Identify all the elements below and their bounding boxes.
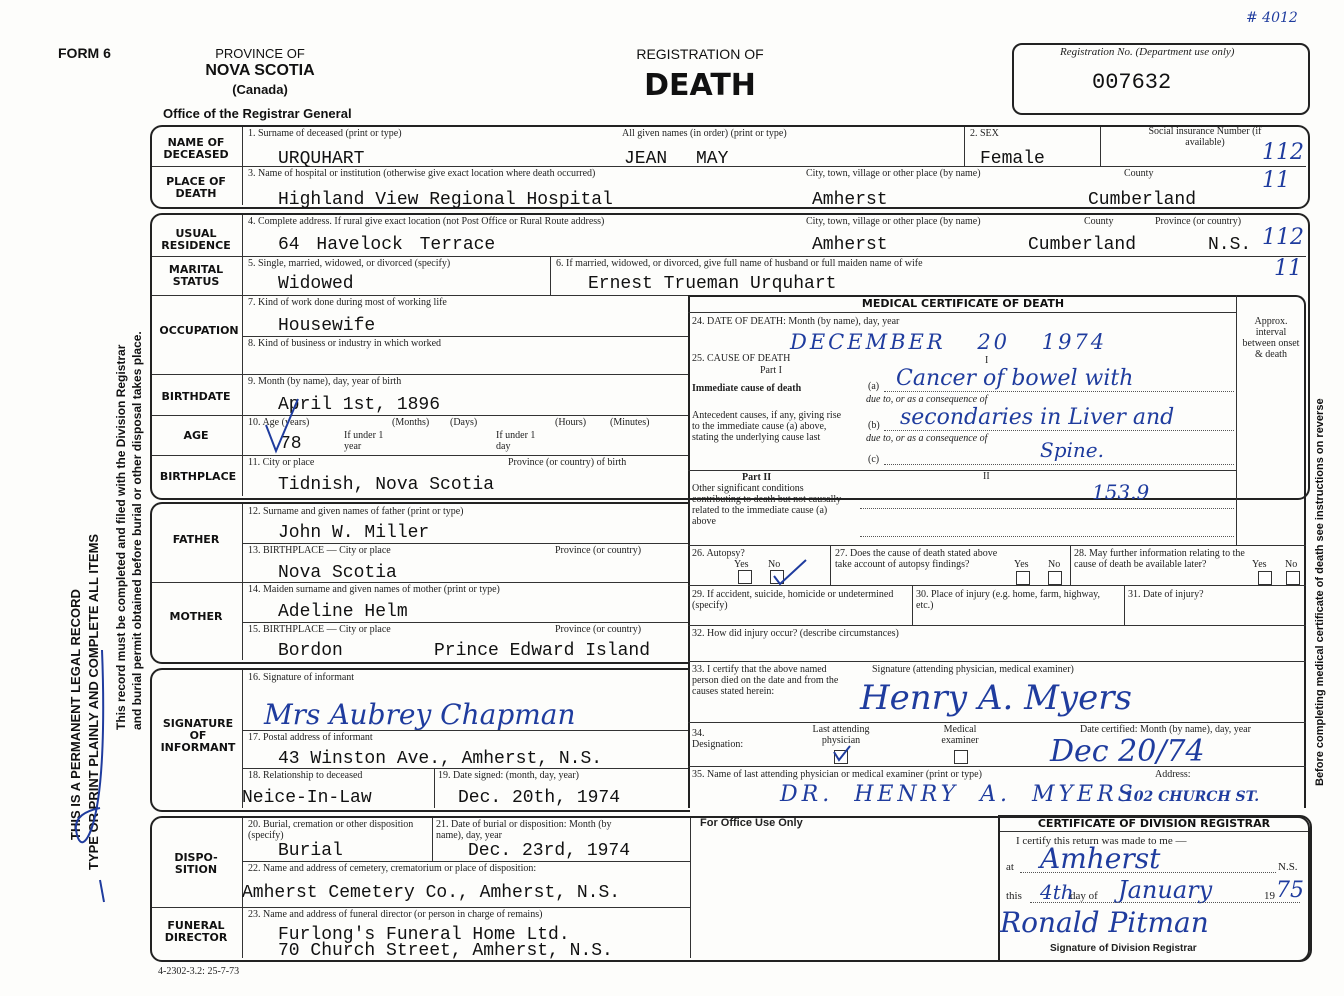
value-res-city: Amherst bbox=[812, 235, 888, 255]
label-due-to-1: due to, or as a consequence of bbox=[866, 394, 988, 405]
medical-certificate-title: MEDICAL CERTIFICATE OF DEATH bbox=[861, 297, 1065, 310]
label-i-certify: 33. I certify that the above named person died on the date and from the causes stated herein: bbox=[692, 664, 839, 697]
label-accident-type: 29. If accident, suicide, homicide or undetermined (specify) bbox=[692, 589, 894, 611]
label-birth-city: 11. City or place bbox=[248, 457, 315, 468]
value-disposition: Burial bbox=[278, 841, 343, 861]
section-name-of-deceased: NAME OF DECEASED bbox=[163, 136, 229, 161]
label-at: at bbox=[1006, 861, 1014, 873]
label-autopsy-findings: 27. Does the cause of death stated above take account of autopsy findings? bbox=[835, 548, 998, 570]
section-mother: MOTHER bbox=[169, 610, 223, 623]
section-signature-of-informant: SIGNATURE OF INFORMANT bbox=[160, 717, 236, 754]
left-margin-signature-mark bbox=[70, 640, 120, 920]
label-age-hours: (Hours) bbox=[555, 417, 587, 428]
section-occupation: OCCUPATION bbox=[159, 324, 239, 337]
corner-note: # 4012 bbox=[1246, 10, 1298, 26]
value-date-of-death: DECEMBER 20 1974 bbox=[790, 330, 1108, 354]
value-hospital: Highland View Regional Hospital bbox=[278, 190, 613, 210]
label-medical-examiner: Medical examiner bbox=[941, 724, 979, 746]
label-immediate-cause: Immediate cause of death bbox=[692, 383, 802, 394]
label-other-conditions: Other significant conditions contributing to death but not causally related to the immediate cause (a) above bbox=[692, 483, 842, 527]
registration-number: 007632 bbox=[1092, 70, 1172, 95]
value-res-county: Cumberland bbox=[1028, 235, 1137, 255]
label-ns: N.S. bbox=[1278, 861, 1298, 873]
label-relationship: 18. Relationship to deceased bbox=[248, 770, 363, 781]
side-text-medical-instructions: Before completing medical certificate of death see instructions on reverse bbox=[1314, 398, 1326, 786]
label-cemetery: 22. Name and address of cemetery, crematorium or place of disposition: bbox=[248, 863, 537, 874]
label-physician-address: Address: bbox=[1155, 769, 1191, 780]
value-given-names: JEAN MAY bbox=[624, 149, 729, 169]
label-this: this bbox=[1006, 890, 1022, 902]
medical-examiner-checkbox[interactable] bbox=[954, 750, 968, 764]
label-informant-address: 17. Postal address of informant bbox=[248, 732, 373, 743]
label-sex: 2. SEX bbox=[970, 128, 999, 139]
value-informant-signature: Mrs Aubrey Chapman bbox=[264, 698, 576, 731]
section-age: AGE bbox=[183, 429, 209, 442]
value-birthplace: Tidnish, Nova Scotia bbox=[278, 475, 495, 495]
value-mark-11a: 11 bbox=[1262, 168, 1290, 193]
form-number: FORM 6 bbox=[58, 45, 111, 61]
label-death-city: City, town, village or other place (by name) bbox=[806, 168, 981, 179]
label-cause-a: (a) bbox=[868, 381, 880, 392]
value-mark-112: 112 bbox=[1262, 225, 1304, 250]
label-age-months: (Months) bbox=[392, 417, 430, 428]
label-father-birthplace: 13. BIRTHPLACE — City or place bbox=[248, 545, 391, 556]
label-designation: 34. Designation: bbox=[692, 728, 744, 750]
label-under-1-day: If under 1 day bbox=[496, 430, 536, 452]
label-father-province: Province (or country) bbox=[555, 545, 642, 556]
label-cause-b: (b) bbox=[868, 420, 880, 431]
findings-no-checkbox[interactable] bbox=[1048, 571, 1062, 585]
value-funeral-line-1: Furlong's Funeral Home Ltd. bbox=[278, 925, 570, 945]
label-certify-return: I certify this return was made to me — bbox=[1016, 835, 1187, 847]
office-registrar: Office of the Registrar General bbox=[163, 106, 352, 121]
label-res-county: County bbox=[1084, 216, 1114, 227]
label-findings-yes: Yes bbox=[1014, 559, 1029, 570]
label-date-of-death: 24. DATE OF DEATH: Month (by name), day, year bbox=[692, 316, 900, 327]
value-mother-birthplace-province: Prince Edward Island bbox=[434, 641, 651, 661]
value-age: 78 bbox=[280, 434, 302, 454]
section-marital-status: MARITAL STATUS bbox=[168, 263, 224, 288]
label-findings-no: No bbox=[1048, 559, 1061, 570]
label-interval: Approx. interval between onset & death bbox=[1242, 316, 1300, 360]
label-disposition: 20. Burial, cremation or other disposition (specify) bbox=[248, 819, 414, 841]
label-surname: 1. Surname of deceased (print or type) bbox=[248, 128, 402, 139]
value-physician-name: DR. HENRY A. MYERS bbox=[780, 782, 1137, 807]
label-sin: Social insurance Number (if available) bbox=[1148, 126, 1262, 148]
label-funeral-director: 23. Name and address of funeral director (or person in charge of remains) bbox=[248, 909, 543, 920]
value-cause-b: secondaries in Liver and bbox=[900, 405, 1175, 430]
value-physician-signature: Henry A. Myers bbox=[860, 678, 1132, 718]
value-occupation: Housewife bbox=[278, 316, 376, 336]
value-mark-11b: 11 bbox=[1274, 256, 1302, 281]
label-office-use: For Office Use Only bbox=[700, 817, 803, 829]
value-relationship: Neice-In-Law bbox=[242, 788, 372, 808]
label-due-to-2: due to, or as a consequence of bbox=[866, 433, 988, 444]
label-birth-province: Province (or country) of birth bbox=[508, 457, 627, 468]
value-registered-at: Amherst bbox=[1040, 842, 1161, 875]
label-age-minutes: (Minutes) bbox=[610, 417, 650, 428]
label-part-2: Part II bbox=[742, 472, 772, 483]
side-text-permanent-record: THIS IS A PERMANENT LEGAL RECORD bbox=[68, 589, 83, 840]
label-res-province: Province (or country) bbox=[1155, 216, 1242, 227]
form-code: 4-2302-3.2: 25-7-73 bbox=[158, 966, 240, 977]
label-date-of-injury: 31. Date of injury? bbox=[1128, 589, 1204, 600]
label-spouse: 6. If married, widowed, or divorced, give full name of husband or full maiden name of wife bbox=[556, 258, 923, 269]
label-roman-1: I bbox=[985, 355, 989, 366]
value-death-county: Cumberland bbox=[1088, 190, 1197, 210]
label-age-years: 10. Age (years) bbox=[248, 417, 310, 428]
value-date-signed: Dec. 20th, 1974 bbox=[458, 788, 621, 808]
division-registrar-title: CERTIFICATE OF DIVISION REGISTRAR bbox=[1037, 817, 1271, 830]
value-burial-date: Dec. 23rd, 1974 bbox=[468, 841, 631, 861]
label-further-no: No bbox=[1285, 559, 1298, 570]
province-line-2: NOVA SCOTIA bbox=[205, 62, 315, 79]
label-age-days: (Days) bbox=[450, 417, 478, 428]
label-industry: 8. Kind of business or industry in which worked bbox=[248, 338, 442, 349]
label-burial-date: 21. Date of burial or disposition: Month (by name), day, year bbox=[436, 819, 612, 841]
title-death: DEATH bbox=[644, 68, 756, 103]
title-registration: REGISTRATION OF bbox=[636, 46, 764, 62]
value-birthdate: April 1st, 1896 bbox=[278, 395, 441, 415]
label-under-1-year: If under 1 year bbox=[344, 430, 384, 452]
section-father: FATHER bbox=[172, 533, 220, 546]
label-last-attending: Last attending physician bbox=[812, 724, 870, 746]
value-cause-a: Cancer of bowel with bbox=[896, 366, 1134, 391]
label-autopsy-no: No bbox=[768, 559, 781, 570]
label-physician-name: 35. Name of last attending physician or medical examiner (print or type) bbox=[692, 769, 982, 780]
label-res-city: City, town, village or other place (by name) bbox=[806, 216, 981, 227]
label-part-1: Part I bbox=[760, 365, 782, 376]
label-address: 4. Complete address. If rural give exact location (not Post Office or Rural Route address) bbox=[248, 216, 605, 227]
value-address: 64 Havelock Terrace bbox=[278, 235, 496, 255]
label-cause-of-death: 25. CAUSE OF DEATH bbox=[692, 353, 791, 364]
value-registrar-signature: Ronald Pitman bbox=[1000, 906, 1209, 939]
label-given-names: All given names (in order) (print or type) bbox=[622, 128, 787, 139]
label-informant-signature: 16. Signature of informant bbox=[248, 672, 355, 683]
label-registrar-signature: Signature of Division Registrar bbox=[1050, 943, 1197, 954]
label-autopsy: 26. Autopsy? bbox=[692, 548, 745, 559]
side-text-type-or-print: TYPE OR PRINT PLAINLY AND COMPLETE ALL ITEMS bbox=[86, 533, 101, 870]
value-father-birthplace: Nova Scotia bbox=[278, 563, 397, 583]
label-hospital: 3. Name of hospital or institution (otherwise give exact location where death occurred) bbox=[248, 168, 596, 179]
value-surname: URQUHART bbox=[278, 149, 365, 169]
value-death-city: Amherst bbox=[812, 190, 888, 210]
value-mother-birthplace-city: Bordon bbox=[278, 641, 343, 661]
findings-yes-checkbox[interactable] bbox=[1016, 571, 1030, 585]
value-sin-mark: 112 bbox=[1262, 140, 1304, 165]
value-code: 153.9 bbox=[1092, 480, 1150, 504]
label-mother-name: 14. Maiden surname and given names of mother (print or type) bbox=[248, 584, 500, 595]
value-informant-address: 43 Winston Ave., Amherst, N.S. bbox=[278, 749, 603, 769]
section-usual-residence: USUAL RESIDENCE bbox=[161, 227, 231, 252]
label-father-name: 12. Surname and given names of father (print or type) bbox=[248, 506, 464, 517]
label-autopsy-yes: Yes bbox=[734, 559, 749, 570]
label-mother-birthplace: 15. BIRTHPLACE — City or place bbox=[248, 624, 391, 635]
value-cause-c: Spine. bbox=[1040, 438, 1104, 462]
value-registered-year: 75 bbox=[1276, 878, 1304, 903]
label-mother-province: Province (or country) bbox=[555, 624, 642, 635]
value-sex: Female bbox=[980, 149, 1045, 169]
label-further-yes: Yes bbox=[1252, 559, 1267, 570]
value-funeral-line-2: 70 Church Street, Amherst, N.S. bbox=[278, 941, 613, 961]
label-birthdate: 9. Month (by name), day, year of birth bbox=[248, 376, 402, 387]
age-check-mark bbox=[262, 395, 302, 455]
registration-number-label: Registration No. (Department use only) bbox=[1060, 46, 1235, 58]
province-line-3: (Canada) bbox=[232, 82, 288, 97]
section-birthplace: BIRTHPLACE bbox=[159, 470, 237, 483]
label-place-of-injury: 30. Place of injury (e.g. home, farm, highway, etc.) bbox=[916, 589, 1101, 611]
label-roman-2: II bbox=[983, 471, 990, 482]
label-physician-signature: Signature (attending physician, medical examiner) bbox=[872, 664, 1074, 675]
further-yes-checkbox[interactable] bbox=[1258, 571, 1272, 585]
value-date-certified: Dec 20/74 bbox=[1050, 734, 1205, 769]
label-year-prefix: 19 bbox=[1264, 890, 1275, 902]
province-line-1: PROVINCE OF bbox=[215, 46, 305, 61]
value-registered-day: 4th bbox=[1040, 880, 1074, 904]
label-further-info: 28. May further information relating to the cause of death be available later? bbox=[1074, 548, 1245, 570]
section-birthdate: BIRTHDATE bbox=[161, 390, 231, 403]
value-registered-month: January bbox=[1118, 876, 1213, 904]
label-kind-of-work: 7. Kind of work done during most of working life bbox=[248, 297, 447, 308]
value-father: John W. Miller bbox=[278, 523, 430, 543]
autopsy-no-check-mark bbox=[770, 558, 810, 586]
section-place-of-death: PLACE OF DEATH bbox=[166, 175, 226, 200]
side-text-burial-permit: and burial permit obtained before burial or other disposal takes place. bbox=[130, 331, 144, 730]
label-marital: 5. Single, married, widowed, or divorced (specify) bbox=[248, 258, 451, 269]
value-res-province: N.S. bbox=[1208, 235, 1252, 255]
label-date-certified: Date certified: Month (by name), day, year bbox=[1080, 724, 1251, 735]
label-date-signed: 19. Date signed: (month, day, year) bbox=[438, 770, 579, 781]
side-text-filing-instruction: This record must be completed and filed with the Division Registrar bbox=[114, 344, 128, 730]
value-cemetery: Amherst Cemetery Co., Amherst, N.S. bbox=[242, 883, 621, 903]
further-no-checkbox[interactable] bbox=[1286, 571, 1300, 585]
value-physician-address: 102 CHURCH ST. bbox=[1124, 789, 1260, 805]
label-cause-c: (c) bbox=[868, 454, 880, 465]
label-death-county: County bbox=[1124, 168, 1154, 179]
autopsy-yes-checkbox[interactable] bbox=[738, 570, 752, 584]
label-how-injury: 32. How did injury occur? (describe circumstances) bbox=[692, 628, 899, 639]
value-marital: Widowed bbox=[278, 274, 354, 294]
section-funeral-director: FUNERAL DIRECTOR bbox=[164, 919, 228, 944]
section-disposition: DISPO- SITION bbox=[174, 851, 218, 876]
value-mother: Adeline Helm bbox=[278, 602, 408, 622]
label-antecedent: Antecedent causes, if any, giving rise to the immediate cause (a) above, stating the underlying cause last bbox=[692, 410, 842, 443]
value-spouse: Ernest Trueman Urquhart bbox=[588, 274, 837, 294]
last-attending-check-mark bbox=[830, 742, 854, 764]
label-day-of: day of bbox=[1070, 890, 1098, 902]
